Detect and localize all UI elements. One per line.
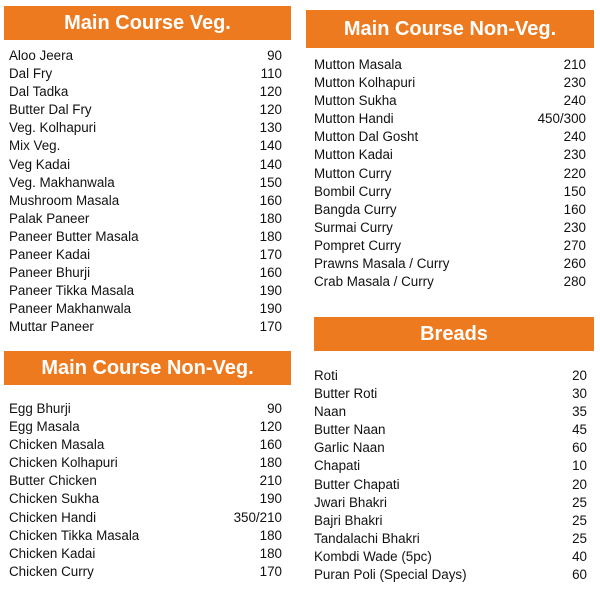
menu-item [9,400,282,418]
menu-item-name: Chapati [314,458,361,474]
nonveg-left-section [4,351,291,581]
menu-item-price: 170 [259,247,282,263]
menu-item-price: 30 [572,386,587,402]
nonveg-right-header: Main Course Non-Veg. [306,10,594,48]
menu-item-price: 35 [572,404,587,420]
menu-item-price: 160 [259,265,282,281]
menu-item-name: Mutton Sukha [314,93,397,109]
menu-item-price: 20 [572,368,587,383]
menu-item [314,530,587,548]
menu-item-name: Aloo Jeera [9,48,74,63]
menu-item-price: 25 [572,512,587,528]
menu-item-name: Bombil Curry [314,183,392,199]
menu-item [314,74,586,92]
breads-list [314,367,594,584]
menu-item-price: 190 [259,283,282,299]
menu-item [9,137,282,155]
menu-item [9,83,282,101]
breads-header: Breads [314,317,594,351]
menu-item-name: Bajri Bhakri [314,512,383,528]
menu-item [314,255,586,273]
menu-item [314,165,586,183]
menu-item [9,101,282,119]
menu-item [9,527,282,545]
menu-item [314,476,587,494]
menu-item-name: Chicken Handi [9,509,97,525]
menu-item [9,156,282,174]
menu-item [9,436,282,454]
menu-item-price: 150 [259,174,282,190]
menu-item-name: Muttar Paneer [9,319,94,335]
menu-item-price: 10 [572,458,587,474]
menu-item [314,237,586,255]
menu-item-price: 90 [267,401,282,416]
menu-item-price: 180 [259,545,282,561]
menu-item [314,146,586,164]
menu-item [314,385,587,403]
menu-item-price: 160 [259,437,282,453]
menu-item-name: Butter Chapati [314,476,400,492]
menu-item-price: 40 [572,548,587,564]
menu-item-name: Mushroom Masala [9,192,120,208]
menu-item-name: Palak Paneer [9,210,90,226]
menu-item-name: Mutton Kolhapuri [314,75,416,91]
menu-item-name: Surmai Curry [314,219,393,235]
menu-item-price: 210 [259,473,282,489]
menu-item-name: Chicken Sukha [9,491,100,507]
menu-item [314,110,586,128]
menu-item-price: 240 [563,129,586,145]
menu-item-price: 170 [259,563,282,579]
menu-item-name: Puran Poli (Special Days) [314,567,467,583]
menu-item [9,563,282,581]
menu-item [9,174,282,192]
menu-item [9,282,282,300]
menu-item-price: 120 [259,84,282,100]
menu-item-price: 170 [259,319,282,335]
menu-item-name: Veg. Makhanwala [9,174,115,190]
menu-item-price: 90 [267,48,282,63]
nonveg-left-header: Main Course Non-Veg. [4,351,291,385]
menu-item-price: 190 [259,301,282,317]
menu-item-price: 230 [563,147,586,163]
menu-item-name: Butter Dal Fry [9,102,92,118]
menu-item [314,219,586,237]
breads-section [314,317,594,584]
menu-item-price: 240 [563,93,586,109]
menu-item-price: 160 [563,201,586,217]
menu-item-price: 270 [563,237,586,253]
menu-item [314,512,587,530]
menu-item-price: 450/300 [537,111,586,127]
menu-item [314,457,587,475]
menu-item [9,454,282,472]
menu-item [314,566,587,584]
menu-item [314,421,587,439]
menu-item-price: 150 [563,183,586,199]
menu-item-price: 180 [259,527,282,543]
menu-item [9,318,282,336]
menu-item-name: Dal Fry [9,66,53,82]
menu-item [9,246,282,264]
menu-item-price: 350/210 [233,509,282,525]
menu-item-name: Dal Tadka [9,84,69,100]
menu-item-price: 25 [572,494,587,510]
menu-item [314,548,587,566]
menu-item [314,201,586,219]
menu-item-price: 120 [259,102,282,118]
menu-item-name: Egg Bhurji [9,401,71,416]
menu-item-price: 230 [563,75,586,91]
nonveg-right-list [306,56,594,291]
menu-item-price: 230 [563,219,586,235]
veg-header: Main Course Veg. [4,6,291,40]
menu-item-name: Mix Veg. [9,138,61,154]
nonveg-left-list [4,400,291,581]
menu-item-price: 180 [259,210,282,226]
menu-item-price: 140 [259,156,282,172]
menu-item-name: Chicken Curry [9,563,94,579]
menu-item-price: 20 [572,476,587,492]
menu-item-price: 140 [259,138,282,154]
menu-item-price: 180 [259,228,282,244]
menu-item-name: Mutton Handi [314,111,394,127]
menu-item-name: Chicken Tikka Masala [9,527,140,543]
menu-item-name: Mutton Masala [314,57,402,72]
veg-list [4,47,291,337]
menu-item-name: Paneer Makhanwala [9,301,132,317]
menu-item-price: 60 [572,440,587,456]
menu-item-name: Chicken Kadai [9,545,96,561]
menu-item-name: Mutton Kadai [314,147,393,163]
menu-item-name: Bangda Curry [314,201,397,217]
menu-item-name: Tandalachi Bhakri [314,530,420,546]
menu-item-price: 110 [260,66,282,82]
menu-item-name: Butter Naan [314,422,386,438]
menu-item [314,494,587,512]
menu-item-name: Pompret Curry [314,237,402,253]
menu-item [314,92,586,110]
menu-item [314,273,586,291]
menu-item [9,210,282,228]
menu-item-price: 260 [563,256,586,272]
menu-item [9,192,282,210]
menu-item-name: Paneer Kadai [9,247,91,263]
menu-item-name: Prawns Masala / Curry [314,256,450,272]
menu-item-price: 60 [572,567,587,583]
menu-item [9,300,282,318]
menu-item [314,439,587,457]
menu-item-name: Veg Kadai [9,156,71,172]
menu-item [9,65,282,83]
menu-item-name: Chicken Masala [9,437,105,453]
menu-item-price: 190 [259,491,282,507]
menu-item-name: Garlic Naan [314,440,385,456]
menu-item-price: 160 [259,192,282,208]
menu-item-price: 130 [259,120,282,136]
menu-item [9,119,282,137]
menu-item [314,56,586,74]
menu-item-price: 120 [259,419,282,435]
menu-item-price: 45 [572,422,587,438]
menu-item-name: Paneer Butter Masala [9,228,139,244]
menu-item-price: 220 [563,165,586,181]
menu-item [9,47,282,65]
menu-item [9,545,282,563]
menu-item-name: Butter Roti [314,386,378,402]
menu-item-name: Chicken Kolhapuri [9,455,118,471]
menu-item [314,367,587,385]
menu-item-name: Veg. Kolhapuri [9,120,97,136]
menu-item-name: Crab Masala / Curry [314,274,434,290]
menu-item [9,490,282,508]
menu-item-price: 280 [563,274,586,290]
menu-item-name: Mutton Curry [314,165,392,181]
menu-item-name: Paneer Tikka Masala [9,283,135,299]
menu-item [314,403,587,421]
menu-item-name: Mutton Dal Gosht [314,129,419,145]
menu-item-price: 25 [572,530,587,546]
menu-item-name: Jwari Bhakri [314,494,387,510]
menu-item [314,128,586,146]
menu-item [9,509,282,527]
menu-item-name: Naan [314,404,347,420]
nonveg-right-section [306,10,594,291]
menu-item [9,472,282,490]
menu-item-price: 180 [259,455,282,471]
menu-item [9,418,282,436]
menu-item [9,264,282,282]
menu-item [314,183,586,201]
menu-item-price: 210 [563,57,586,72]
veg-section [4,6,291,337]
menu-item-name: Kombdi Wade (5pc) [314,548,432,564]
menu-item-name: Roti [314,368,338,383]
menu-item-name: Butter Chicken [9,473,97,489]
menu-item [9,228,282,246]
menu-item-name: Egg Masala [9,419,80,435]
menu-item-name: Paneer Bhurji [9,265,91,281]
